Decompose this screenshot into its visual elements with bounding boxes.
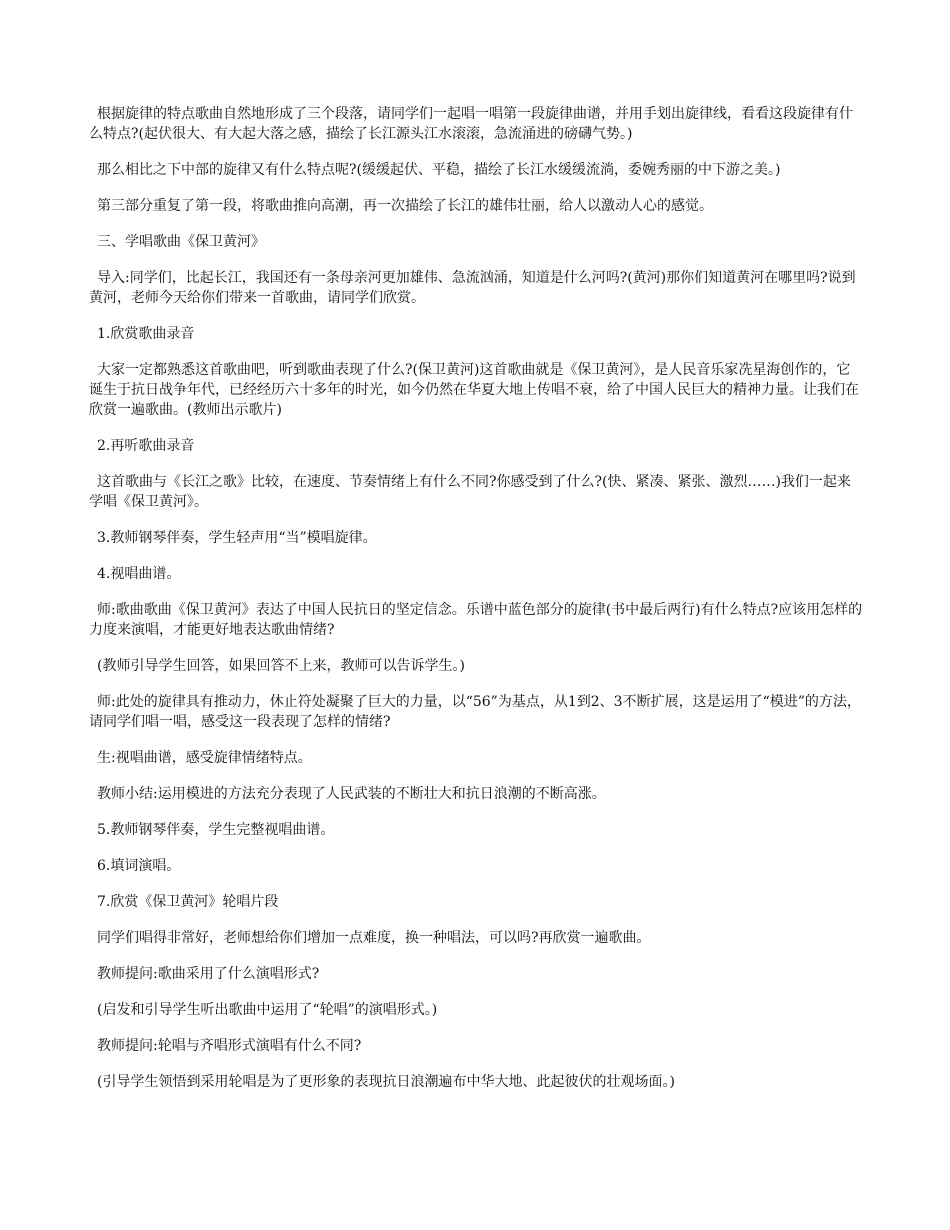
paragraph-melody-middle-section: 那么相比之下中部的旋律又有什么特点呢?(缓缓起伏、平稳，描绘了长江水缓缓流淌，委婉秀丽的中下游之美。)	[97, 162, 781, 178]
step-3-heading: 3.教师钢琴伴奏，学生轻声用“当”模唱旋律。	[97, 530, 377, 546]
paragraph-melody-third-section: 第三部分重复了第一段，将歌曲推向高潮，再一次描绘了长江的雄伟壮丽，给人以激动人心的感觉。	[97, 198, 713, 214]
step-2-heading: 2.再听歌曲录音	[97, 438, 195, 454]
paragraph-difficulty: 同学们唱得非常好，老师想给你们增加一点难度，换一种唱法，可以吗?再欣赏一遍歌曲。	[97, 930, 651, 946]
paragraph-teacher-question: 师:歌曲歌曲《保卫黄河》表达了中国人民抗日的坚定信念。乐谱中蓝色部分的旋律(书中最后两行)有什么特点?应该用怎样的力度来演唱，才能更好地表达歌曲情绪?	[89, 602, 863, 638]
paragraph-comparison: 这首歌曲与《长江之歌》比较，在速度、节奏情绪上有什么不同?你感受到了什么?(快、紧凑、紧张、激烈……)我们一起来学唱《保卫黄河》。	[89, 474, 851, 510]
paragraph-question-form: 教师提问:歌曲采用了什么演唱形式?	[97, 966, 320, 982]
step-5-heading: 5.教师钢琴伴奏，学生完整视唱曲谱。	[97, 822, 335, 838]
paragraph-teacher-summary: 教师小结:运用模进的方法充分表现了人民武装的不断壮大和抗日浪潮的不断高涨。	[97, 786, 606, 802]
paragraph-teacher-guidance: (教师引导学生回答，如果回答不上来，教师可以告诉学生。)	[97, 658, 465, 674]
step-6-heading: 6.填词演唱。	[97, 858, 181, 874]
paragraph-guide-round: (启发和引导学生听出歌曲中运用了“轮唱”的演唱形式。)	[97, 1002, 438, 1018]
paragraph-melody-first-section: 根据旋律的特点歌曲自然地形成了三个段落，请同学们一起唱一唱第一段旋律曲谱，并用手划出旋律线，看看这段旋律有什么特点?(起伏很大、有大起大落之感，描绘了长江源头江水滚滚，急流涌进的磅礴气势。)	[89, 106, 853, 142]
paragraph-introduction: 导入:同学们，比起长江，我国还有一条母亲河更加雄伟、急流汹涌，知道是什么河吗?(黄河)那你们知道黄河在哪里吗?说到黄河，老师今天给你们带来一首歌曲，请同学们欣赏。	[89, 270, 856, 306]
paragraph-question-difference: 教师提问:轮唱与齐唱形式演唱有什么不同?	[97, 1038, 362, 1054]
step-7-heading: 7.欣赏《保卫黄河》轮唱片段	[97, 894, 279, 910]
document-body	[89, 104, 864, 1108]
section-heading-learn-song: 三、学唱歌曲《保卫黄河》	[97, 234, 265, 250]
step-1-heading: 1.欣赏歌曲录音	[97, 326, 195, 342]
step-4-heading: 4.视唱曲谱。	[97, 566, 181, 582]
paragraph-appreciation: 大家一定都熟悉这首歌曲吧，听到歌曲表现了什么?(保卫黄河)这首歌曲就是《保卫黄河》，是人民音乐家冼星海创作的，它诞生于抗日战争年代，已经经历六十多年的时光，如今仍然在华夏大地上传唱不衰，给了中国人民巨大的精神力量。让我们在欣赏一遍歌曲。(教师出示歌片)	[89, 362, 859, 418]
paragraph-guide-understanding: (引导学生领悟到采用轮唱是为了更形象的表现抗日浪潮遍布中华大地、此起彼伏的壮观场面。)	[97, 1074, 675, 1090]
paragraph-student-activity: 生:视唱曲谱，感受旋律情绪特点。	[97, 750, 312, 766]
paragraph-sequence-explanation: 师:此处的旋律具有推动力，休止符处凝聚了巨大的力量，以“56”为基点，从1到2、3不断扩展，这是运用了“模进”的方法，请同学们唱一唱，感受这一段表现了怎样的情绪?	[89, 694, 861, 730]
